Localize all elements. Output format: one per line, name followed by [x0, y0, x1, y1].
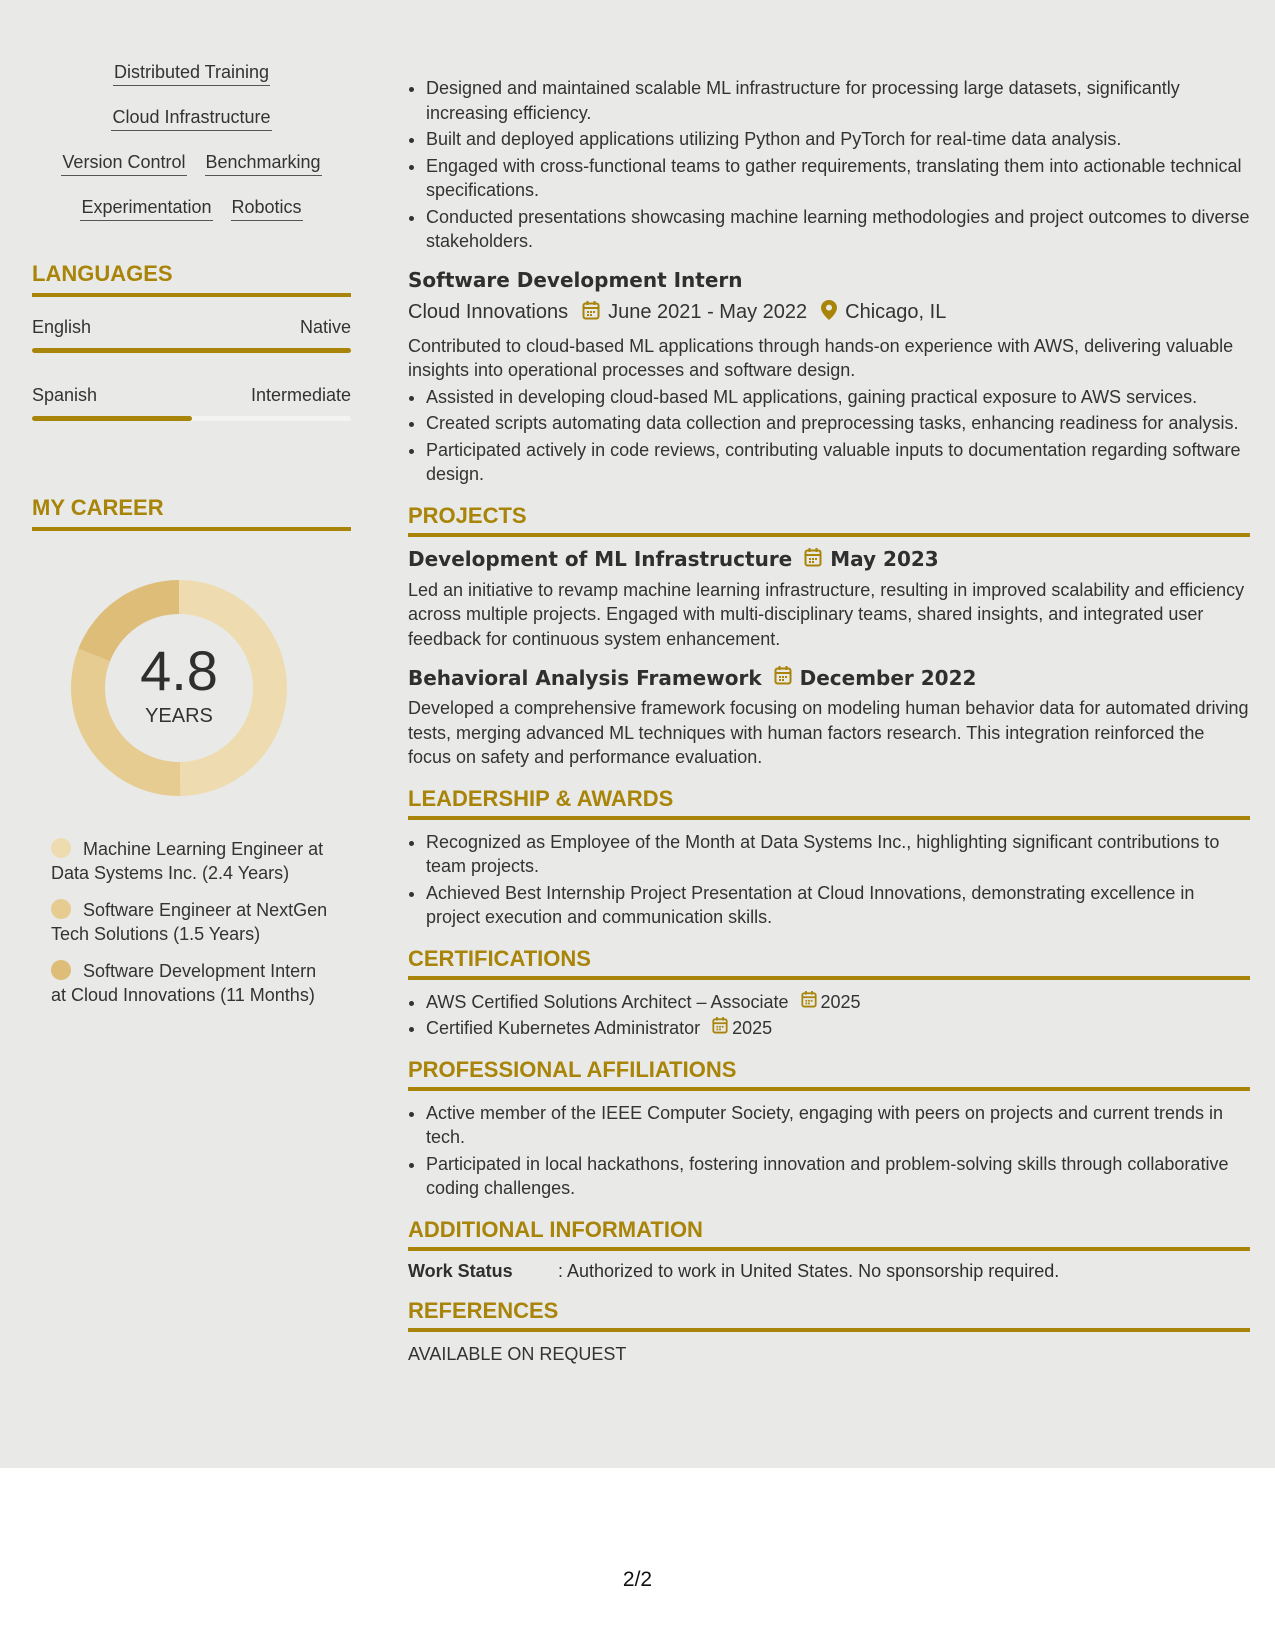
calendar-icon — [712, 1016, 728, 1041]
career-donut-chart — [64, 573, 294, 803]
skill-tag: Distributed Training — [113, 60, 270, 86]
languages-heading: LANGUAGES — [32, 261, 351, 297]
career-total: 4.8 — [140, 639, 218, 702]
bullet-item: • Participated actively in code reviews, contributing valuable inputs to documentation regarding software design. — [426, 438, 1250, 487]
job-bullets — [408, 385, 1250, 487]
calendar-icon — [774, 665, 792, 690]
certification-year: 2025 — [820, 991, 861, 1012]
map-pin-icon — [821, 300, 837, 326]
certification-year: 2025 — [732, 1018, 773, 1038]
skill-row — [32, 60, 351, 86]
job-summary: Contributed to cloud-based ML applications through hands-on experience with AWS, delivering valuable insights into operational processes and software design. — [408, 335, 1234, 380]
language-level: Intermediate — [250, 385, 351, 405]
certification-item — [426, 1016, 1250, 1041]
career-unit: YEARS — [145, 705, 213, 727]
work-status-label: Work Status — [408, 1260, 513, 1281]
affiliations-heading: PROFESSIONAL AFFILIATIONS — [408, 1057, 1250, 1091]
projects-heading: PROJECTS — [408, 503, 1250, 537]
leadership-bullets — [408, 830, 1250, 930]
language-name: English — [32, 317, 92, 337]
language-bar — [32, 348, 351, 353]
career-legend-item — [51, 837, 331, 885]
language-bar-fill — [32, 348, 351, 353]
project-date: May 2023 — [830, 547, 939, 571]
career-heading: MY CAREER — [32, 495, 351, 531]
bullet-item: • Built and deployed applications utilizing Python and PyTorch for real-time data analysis. — [426, 127, 1250, 152]
project-title-row — [408, 547, 1250, 572]
bullet-item: • Assisted in developing cloud-based ML applications, gaining practical exposure to AWS services. — [426, 385, 1250, 410]
legend-dot — [51, 838, 71, 858]
skill-row — [32, 195, 351, 221]
skill-tag: Experimentation — [80, 195, 212, 221]
bullet-item: • Designed and maintained scalable ML infrastructure for processing large datasets, significantly increasing efficiency. — [426, 76, 1250, 125]
project-description: Developed a comprehensive framework focusing on modeling human behavior data for automated driving tests, merging advanced ML techniques with human factors research. This integration reinforced the focus on safety and performance evaluation. — [408, 698, 1249, 767]
project-date: December 2022 — [799, 665, 977, 690]
skills-list — [32, 60, 351, 221]
job-dates: June 2021 - May 2022 — [608, 301, 808, 323]
work-status-value: : Authorized to work in United States. No sponsorship required. — [558, 1260, 1060, 1281]
skill-tag: Robotics — [231, 195, 303, 221]
language-level: Native — [299, 317, 351, 337]
bullet-item: • Active member of the IEEE Computer Society, engaging with peers on projects and current trends in tech. — [426, 1101, 1250, 1150]
references-heading: REFERENCES — [408, 1298, 1250, 1332]
affiliation-bullets — [408, 1101, 1250, 1201]
left-column — [32, 60, 351, 1020]
certification-name: Certified Kubernetes Administrator — [426, 1018, 701, 1038]
right-column — [408, 76, 1250, 1366]
career-legend-item — [51, 898, 331, 946]
certification-item — [426, 990, 1250, 1015]
additional-info-heading: ADDITIONAL INFORMATION — [408, 1217, 1250, 1251]
skill-row — [32, 150, 351, 176]
job-company: Cloud Innovations — [408, 301, 569, 323]
career-legend — [51, 837, 331, 1007]
calendar-icon — [801, 990, 817, 1015]
bullet-item: • Conducted presentations showcasing machine learning methodologies and project outcomes to diverse stakeholders. — [426, 205, 1250, 254]
certifications-heading: CERTIFICATIONS — [408, 946, 1250, 980]
project-title: Behavioral Analysis Framework — [408, 665, 762, 690]
work-status-row — [408, 1261, 1250, 1282]
language-bar-fill — [32, 416, 192, 421]
calendar-icon — [804, 547, 822, 572]
job-meta — [408, 300, 1250, 326]
bullet-item: • Achieved Best Internship Project Presentation at Cloud Innovations, demonstrating excellence in project execution and communication skills. — [426, 881, 1250, 930]
bullet-item: • Created scripts automating data collection and preprocessing tasks, enhancing readiness for analysis. — [426, 411, 1250, 436]
legend-dot — [51, 899, 71, 919]
skill-tag: Cloud Infrastructure — [111, 105, 271, 131]
page-number: 2/2 — [622, 1568, 653, 1591]
bullet-item: • Engaged with cross-functional teams to gather requirements, translating them into actionable technical specifications. — [426, 154, 1250, 203]
career-legend-text: Software Development Intern at Cloud Innovations (11 Months) — [51, 961, 317, 1005]
project-title: Development of ML Infrastructure — [408, 547, 793, 571]
bullet-item: • Recognized as Employee of the Month at Data Systems Inc., highlighting significant contributions to team projects. — [426, 830, 1250, 879]
career-legend-text: Software Engineer at NextGen Tech Solutions (1.5 Years) — [51, 900, 328, 944]
language-name: Spanish — [32, 385, 98, 405]
career-legend-item — [51, 959, 331, 1007]
legend-dot — [51, 960, 71, 980]
language-item — [32, 317, 351, 353]
experience-bullets — [408, 76, 1250, 254]
skill-tag: Version Control — [61, 150, 186, 176]
certification-list — [408, 990, 1250, 1041]
leadership-heading: LEADERSHIP & AWARDS — [408, 786, 1250, 820]
job-location: Chicago, IL — [845, 301, 947, 323]
language-item — [32, 385, 351, 421]
language-bar — [32, 416, 351, 421]
project-description: Led an initiative to revamp machine learning infrastructure, resulting in improved scalability and efficiency across multiple projects. Engaged with multi-disciplinary teams, shared insights, and integrated user feedback for continuous system enhancement. — [408, 579, 1245, 649]
references-text: AVAILABLE ON REQUEST — [408, 1343, 627, 1364]
project-title-row — [408, 665, 1250, 690]
calendar-icon — [582, 300, 600, 326]
skill-row — [32, 105, 351, 131]
career-legend-text: Machine Learning Engineer at Data Systems Inc. (2.4 Years) — [51, 839, 324, 883]
job-title: Software Development Intern — [408, 267, 743, 292]
skill-tag: Benchmarking — [205, 150, 322, 176]
bullet-item: • Participated in local hackathons, fostering innovation and problem-solving skills through collaborative coding challenges. — [426, 1152, 1250, 1201]
certification-name: AWS Certified Solutions Architect – Associate — [426, 991, 789, 1012]
